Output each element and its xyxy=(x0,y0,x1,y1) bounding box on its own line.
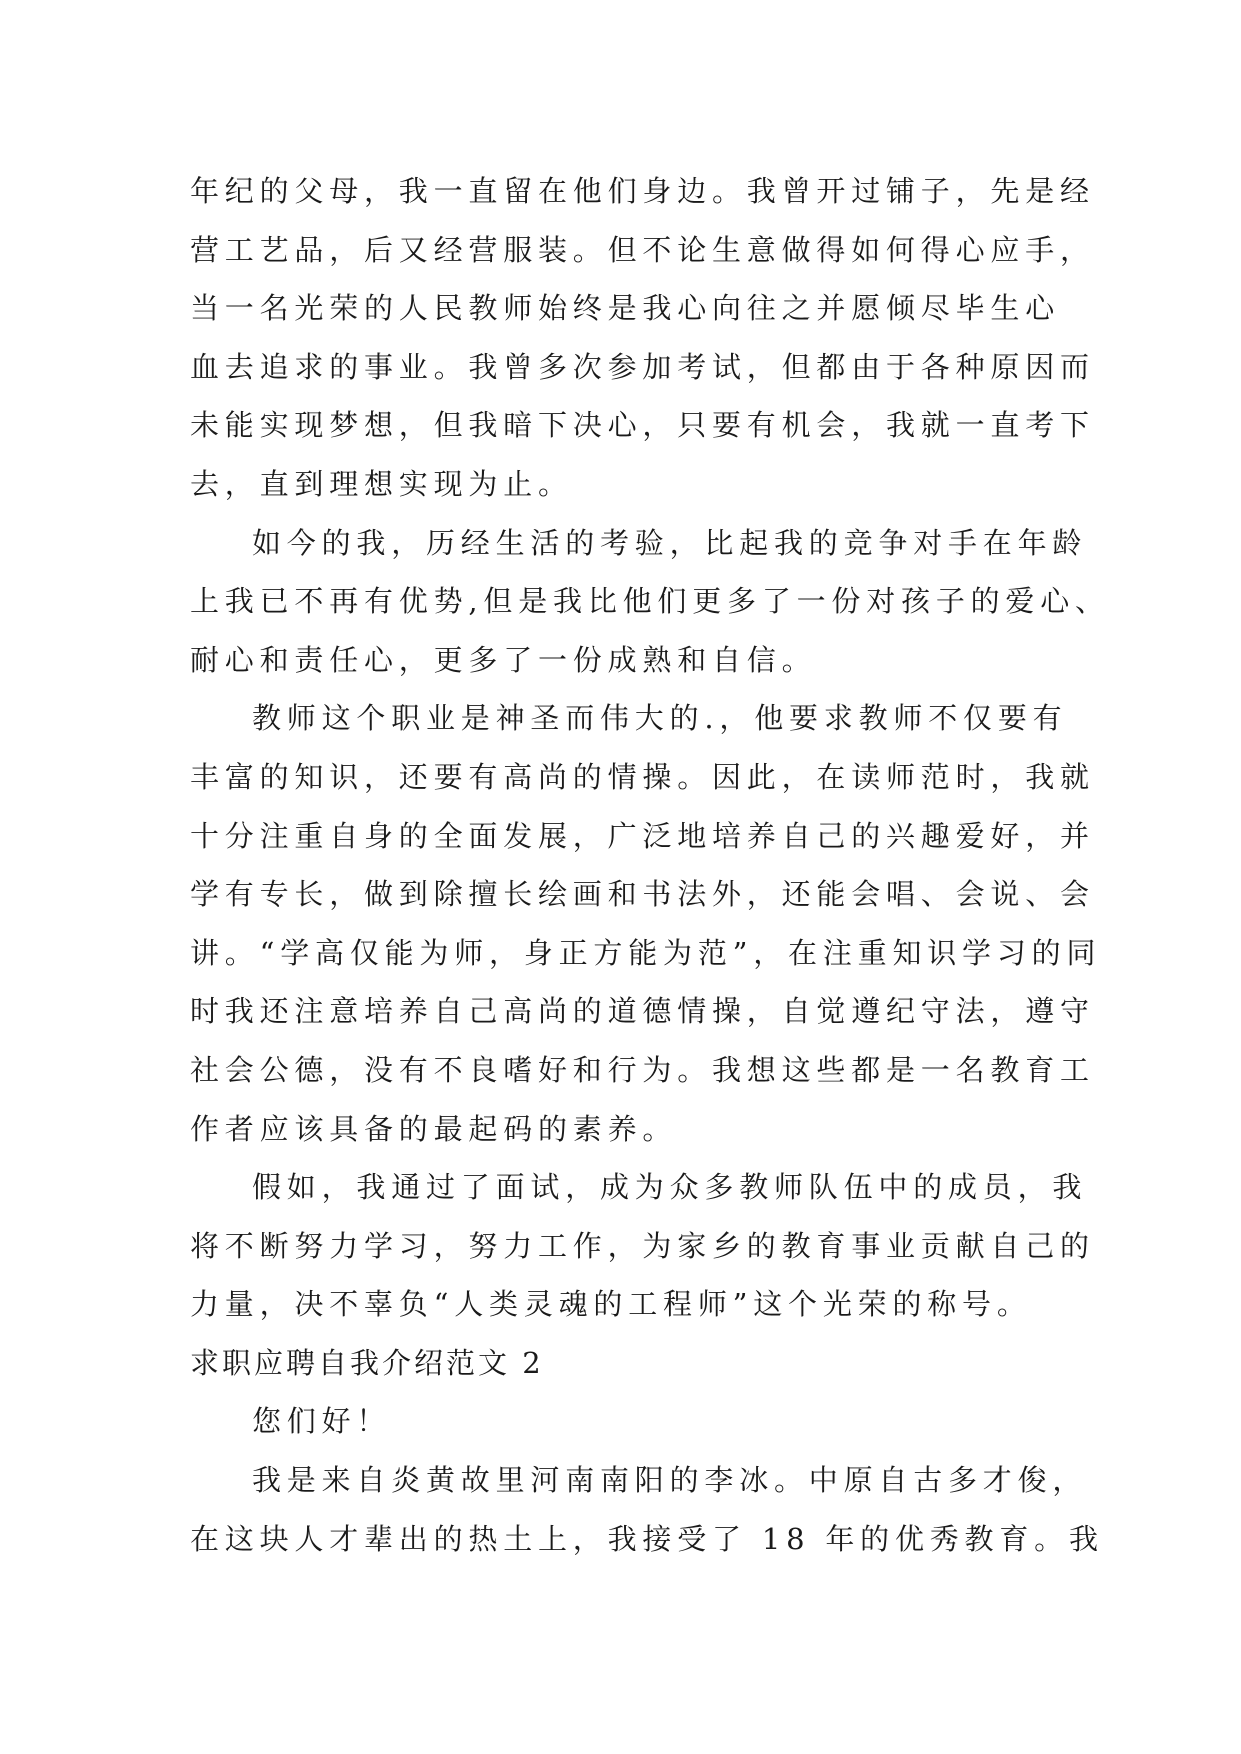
paragraph-line: 年纪的父母，我一直留在他们身边。我曾开过铺子，先是经 xyxy=(190,174,1095,208)
paragraph-line: 十分注重自身的全面发展，广泛地培养自己的兴趣爱好，并 xyxy=(190,818,1095,853)
section-title: 求职应聘自我介绍范文 2 xyxy=(190,1345,544,1380)
paragraph-line: 在这块人才辈出的热土上，我接受了 18 年的优秀教育。我 xyxy=(190,1521,1104,1556)
paragraph-line: 讲。“学高仅能为师，身正方能为范”，在注重知识学习的同 xyxy=(190,935,1102,970)
paragraph-line: 我是来自炎黄故里河南南阳的李冰。中原自古多才俊， xyxy=(252,1463,1088,1498)
paragraph-line: 教师这个职业是神圣而伟大的.，他要求教师不仅要有 xyxy=(252,701,1068,736)
paragraph-line: 学有专长，做到除擅长绘画和书法外，还能会唱、会说、会 xyxy=(190,877,1095,912)
paragraph-line: 社会公德，没有不良嗜好和行为。我想这些都是一名教育工 xyxy=(190,1052,1095,1087)
paragraph-line: 作者应该具备的最起码的素养。 xyxy=(190,1111,678,1146)
paragraph-line: 血去追求的事业。我曾多次参加考试，但都由于各种原因而 xyxy=(190,349,1095,384)
paragraph-line: 去，直到理想实现为止。 xyxy=(190,466,573,501)
paragraph-3 xyxy=(190,689,1102,1158)
paragraph-line: 如今的我，历经生活的考验，比起我的竞争对手在年龄 xyxy=(252,525,1088,560)
document-body xyxy=(190,162,1110,1568)
paragraph-line: 营工艺品，后又经营服装。但不论生意做得如何得心应手， xyxy=(190,232,1095,267)
paragraph-4 xyxy=(190,1158,1095,1334)
intro-paragraph xyxy=(190,1451,1104,1568)
paragraph-2 xyxy=(190,514,1110,690)
paragraph-line: 耐心和责任心，更多了一份成熟和自信。 xyxy=(190,642,817,677)
paragraph-line: 当一名光荣的人民教师始终是我心向往之并愿倾尽毕生心 xyxy=(190,291,1061,326)
paragraph-line: 上我已不再有优势,但是我比他们更多了一份对孩子的爱心、 xyxy=(190,584,1110,619)
paragraph-1 xyxy=(190,162,1095,514)
paragraph-line: 丰富的知识，还要有高尚的情操。因此，在读师范时，我就 xyxy=(190,759,1095,794)
paragraph-line: 假如，我通过了面试，成为众多教师队伍中的成员，我 xyxy=(252,1170,1088,1205)
paragraph-line: 力量，决不辜负“人类灵魂的工程师”这个光荣的称号。 xyxy=(190,1287,1032,1322)
paragraph-line: 将不断努力学习，努力工作，为家乡的教育事业贡献自己的 xyxy=(190,1228,1095,1263)
paragraph-line: 时我还注意培养自己高尚的道德情操，自觉遵纪守法，遵守 xyxy=(190,994,1095,1029)
greeting: 您们好！ xyxy=(252,1404,392,1439)
paragraph-line: 未能实现梦想，但我暗下决心，只要有机会，我就一直考下 xyxy=(190,408,1095,443)
